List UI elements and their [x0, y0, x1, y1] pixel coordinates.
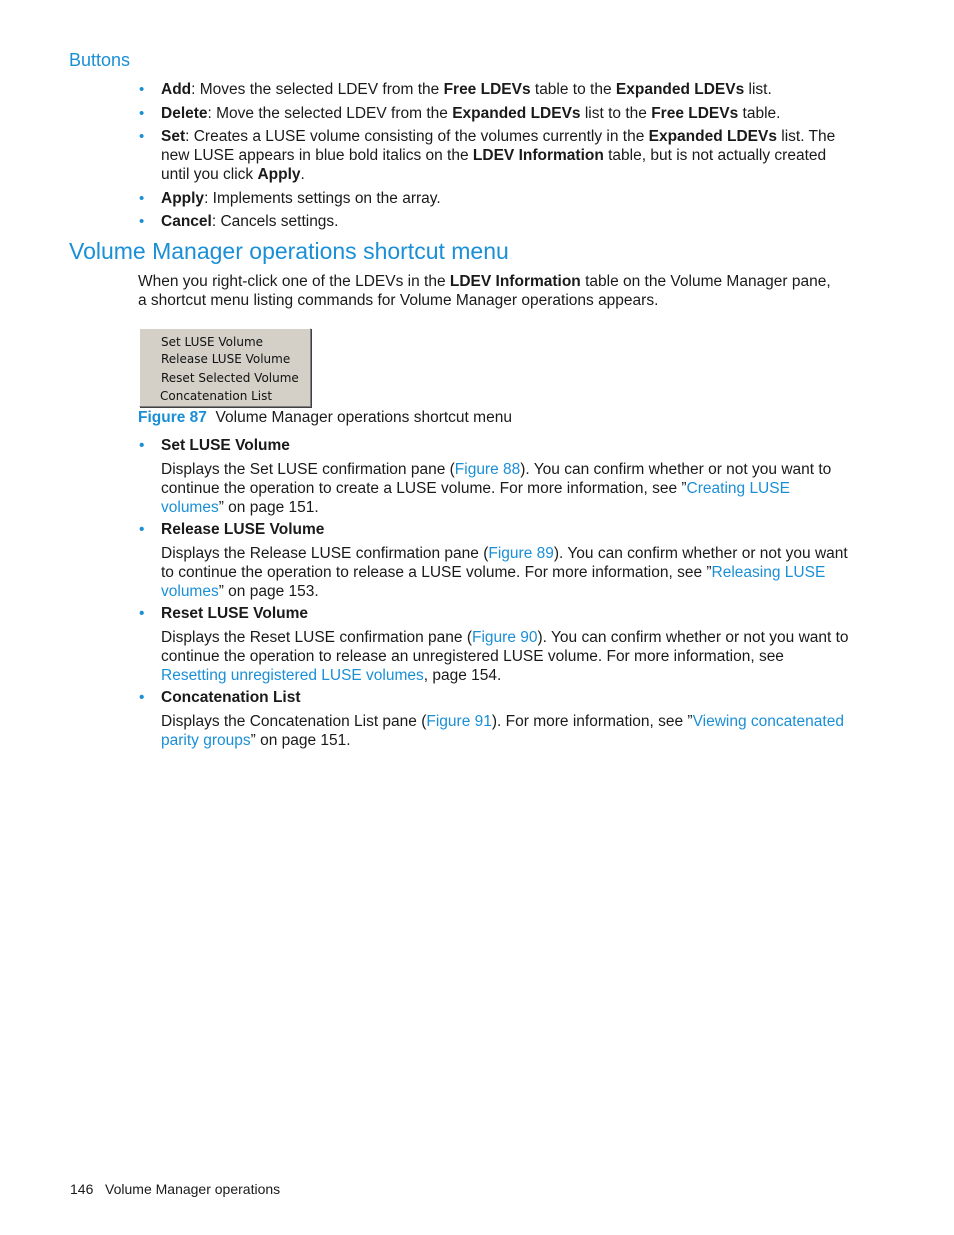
item-release-luse-volume	[139, 520, 849, 601]
figure-caption	[138, 408, 512, 427]
item-description: Displays the Reset LUSE confirmation pane (Figure 90). You can confirm whether or not you want to continue the operation to release an unregistered LUSE volume. For more information, see Resetting unregistered LUSE volumes, page 154.	[161, 629, 849, 684]
button-desc-delete: • Delete: Move the selected LDEV from the Expanded LDEVs list to the Free LDEVs table.	[139, 104, 839, 123]
link-figure-88[interactable]: Figure 88	[454, 461, 521, 478]
menu-item-concatenation-list[interactable]: Concatenation List	[160, 389, 273, 403]
item-reset-luse-volume	[139, 604, 849, 685]
menu-item-release-luse-volume[interactable]: Release LUSE Volume	[161, 352, 291, 366]
item-title: • Concatenation List	[139, 688, 849, 707]
item-description: Displays the Set LUSE confirmation pane (Figure 88). You can confirm whether or not you want to continue the operation to create a LUSE volume. For more information, see ”Creating LUSE volumes” on page 151.	[161, 461, 832, 516]
item-description: Displays the Concatenation List pane (Figure 91). For more information, see ”Viewing concatenated parity groups” on page 151.	[161, 713, 844, 749]
item-set-luse-volume	[139, 436, 849, 517]
link-releasing-luse-volumes[interactable]: Releasing LUSE volumes	[161, 564, 826, 600]
item-title: • Reset LUSE Volume	[139, 604, 849, 623]
figure-caption-text: Volume Manager operations shortcut menu	[215, 409, 512, 426]
figure-label: Figure 87	[138, 409, 207, 426]
shortcut-menu	[139, 328, 311, 407]
button-desc-set: • Set: Creates a LUSE volume consisting of the volumes currently in the Expanded LDEVs list. The new LUSE appears in blue bold italics on the LDEV Information table, but is not actually created until you click Apply.	[139, 127, 839, 184]
button-desc-add: • Add: Moves the selected LDEV from the Free LDEVs table to the Expanded LDEVs list.	[139, 80, 839, 99]
link-figure-89[interactable]: Figure 89	[488, 545, 554, 562]
link-viewing-concatenated-parity-groups[interactable]: Viewing concatenated parity groups	[161, 713, 844, 749]
link-figure-90[interactable]: Figure 90	[472, 629, 538, 646]
menu-item-reset-selected-volume[interactable]: Reset Selected Volume	[161, 371, 299, 385]
link-figure-91[interactable]: Figure 91	[426, 713, 492, 730]
buttons-heading: Buttons	[69, 50, 131, 70]
menu-item-set-luse-volume[interactable]: Set LUSE Volume	[161, 335, 264, 349]
page-number: 146	[70, 1181, 94, 1197]
button-desc-apply: • Apply: Implements settings on the array.	[139, 189, 839, 208]
button-desc-cancel: • Cancel: Cancels settings.	[139, 212, 839, 231]
link-creating-luse-volumes[interactable]: Creating LUSE volumes	[161, 480, 790, 516]
buttons-list	[139, 80, 839, 236]
page-footer	[70, 1180, 280, 1198]
section-heading: Volume Manager operations shortcut menu	[69, 238, 509, 264]
item-description: Displays the Release LUSE confirmation pane (Figure 89). You can confirm whether or not you want to continue the operation to release a LUSE volume. For more information, see ”Releasing LUSE volumes” on page 153.	[161, 545, 848, 600]
link-resetting-unregistered-luse-volumes[interactable]: Resetting unregistered LUSE volumes	[161, 667, 424, 684]
item-title: • Release LUSE Volume	[139, 520, 849, 539]
item-title: • Set LUSE Volume	[139, 436, 849, 455]
footer-title: Volume Manager operations	[105, 1181, 281, 1197]
intro-paragraph: When you right-click one of the LDEVs in the LDEV Information table on the Volume Manager pane, a shortcut menu listing commands for Volume Manager operations appears.	[138, 273, 831, 309]
item-concatenation-list	[139, 688, 849, 750]
